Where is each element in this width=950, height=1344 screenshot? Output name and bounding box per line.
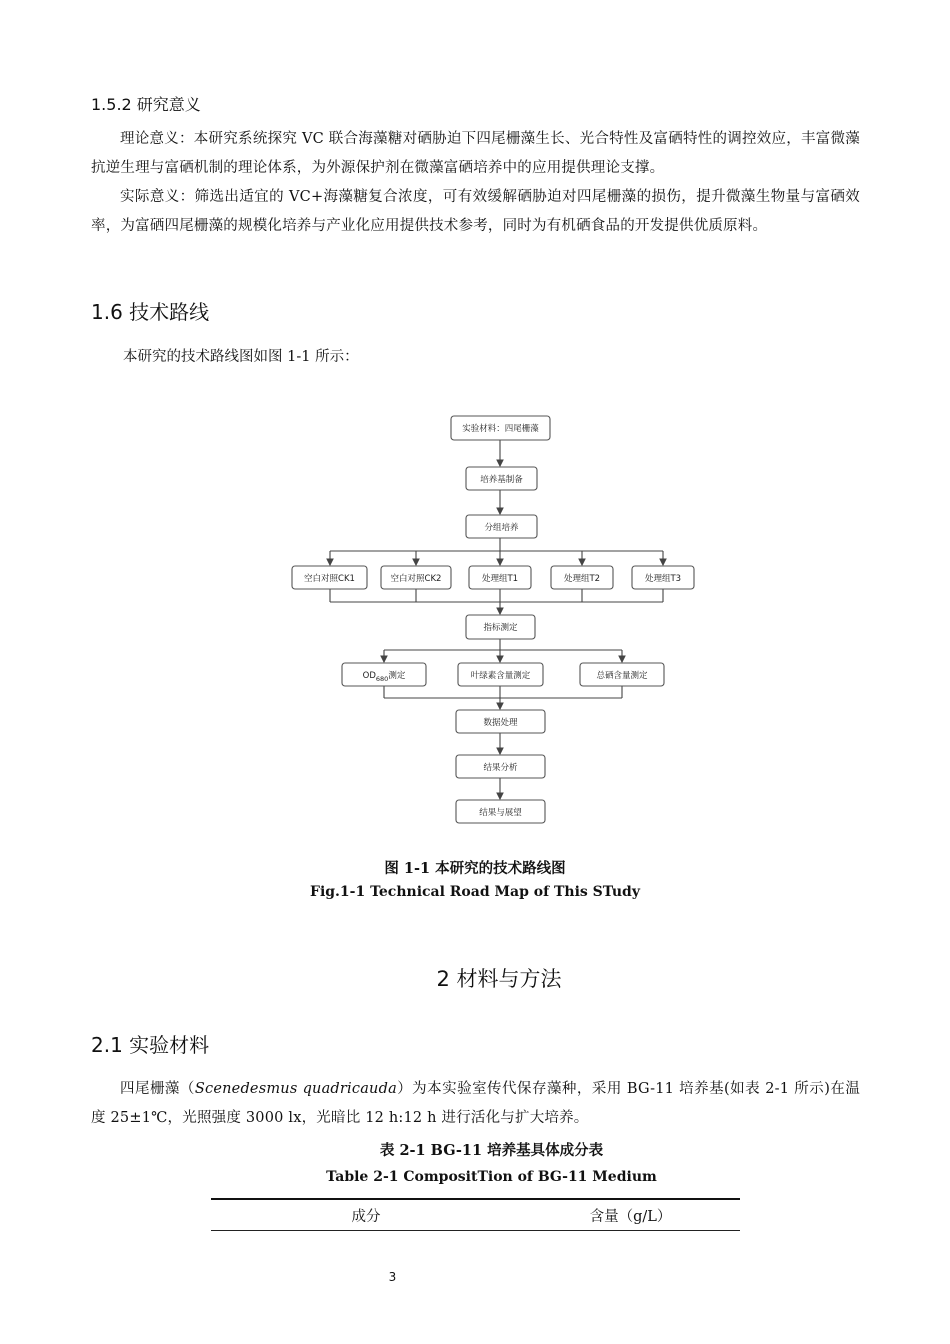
- svg-text:OD680测定: $OD_{680}$测定: [362, 671, 406, 683]
- svg-text:叶绿素含量测定: 叶绿素含量测定: [470, 671, 531, 681]
- practical-significance-paragraph: 实际意义：筛选出适宜的 VC+海藻糖复合浓度，可有效缓解硒胁迫对四尾栅藻的损伤，提升微藻生物量与富硒效率，为富硒四尾栅藻的规模化培养与产业化应用提供技术参考，同时为有机硒食品的开发提供优质原料。: [91, 189, 860, 234]
- materials-text-b: ）为本实验室传代保存藻种，采用 BG-11 培养基(如表 2-1 所示)在温度 25±1℃，光照强度 3000 lx，光暗比 12 h:12 h 进行活化与扩大培养。: [91, 1081, 861, 1126]
- table-header-content: 含量（g/L）: [589, 1208, 672, 1225]
- section-heading-2-1: 2.1 实验材料: [91, 1033, 210, 1057]
- svg-text:实验材料：四尾栅藻: 实验材料：四尾栅藻: [462, 424, 539, 434]
- svg-text:处理组T1: 处理组T1: [481, 574, 519, 584]
- flow-node-material: [451, 416, 550, 440]
- flow-node-medium: [466, 467, 537, 490]
- svg-text:结果与展望: 结果与展望: [479, 808, 522, 818]
- section-heading-1-6: 1.6 技术路线: [91, 300, 210, 324]
- svg-text:空白对照CK1: 空白对照CK1: [304, 574, 355, 584]
- flow-node-group-t3: [632, 566, 694, 589]
- table-caption-en: Table 2-1 CompositTion of BG-11 Medium: [326, 1169, 657, 1185]
- materials-text-a: 四尾栅藻（: [120, 1081, 195, 1097]
- flow-node-od680: [342, 663, 426, 686]
- page-number: 3: [388, 1270, 397, 1284]
- svg-text:处理组T3: 处理组T3: [644, 574, 682, 584]
- roadmap-intro-text: 本研究的技术路线图如图 1-1 所示：: [123, 349, 359, 365]
- species-name: Scenedesmus quadricauda: [194, 1081, 397, 1097]
- section-heading-1-5-2: 1.5.2 研究意义: [91, 95, 201, 114]
- table-header-row: [211, 1200, 740, 1231]
- flow-node-indicators: [466, 615, 535, 639]
- flow-node-group-ck1: [292, 566, 367, 589]
- figure-caption-cn: 图 1-1 本研究的技术路线图: [384, 860, 566, 877]
- flow-node-outlook: [456, 800, 545, 823]
- flow-node-group-t2: [551, 566, 613, 589]
- svg-text:总硒含量测定: 总硒含量测定: [596, 671, 648, 681]
- flow-node-grouping: [466, 515, 537, 538]
- flow-node-data-processing: [456, 710, 545, 733]
- svg-text:结果分析: 结果分析: [483, 763, 518, 773]
- chapter-heading-2: 2 材料与方法: [436, 967, 562, 991]
- table-caption-cn: 表 2-1 BG-11 培养基具体成分表: [379, 1142, 604, 1159]
- flow-node-analysis: [456, 755, 545, 778]
- svg-text:指标测定: 指标测定: [483, 623, 518, 633]
- theory-significance-paragraph: 理论意义：本研究系统探究 VC 联合海藻糖对硒胁迫下四尾栅藻生长、光合特性及富硒特性的调控效应，丰富微藻抗逆生理与富硒机制的理论体系，为外源保护剂在微藻富硒培养中的应用提供理论支撑。: [91, 131, 860, 176]
- figure-caption-en: Fig.1-1 Technical Road Map of This STudy: [310, 884, 640, 900]
- flow-node-selenium: [580, 663, 664, 686]
- svg-text:培养基制备: 培养基制备: [480, 475, 523, 485]
- svg-text:处理组T2: 处理组T2: [563, 574, 601, 584]
- materials-paragraph: [91, 1075, 860, 1133]
- svg-text:分组培养: 分组培养: [484, 523, 519, 533]
- flow-node-group-t1: [469, 566, 531, 589]
- bg11-composition-table: [211, 1198, 740, 1231]
- flow-node-group-ck2: [381, 566, 451, 589]
- table-header-component: 成分: [351, 1208, 381, 1225]
- svg-text:空白对照CK2: 空白对照CK2: [390, 574, 442, 584]
- svg-text:数据处理: 数据处理: [483, 718, 518, 728]
- flow-node-chlorophyll: [458, 663, 543, 686]
